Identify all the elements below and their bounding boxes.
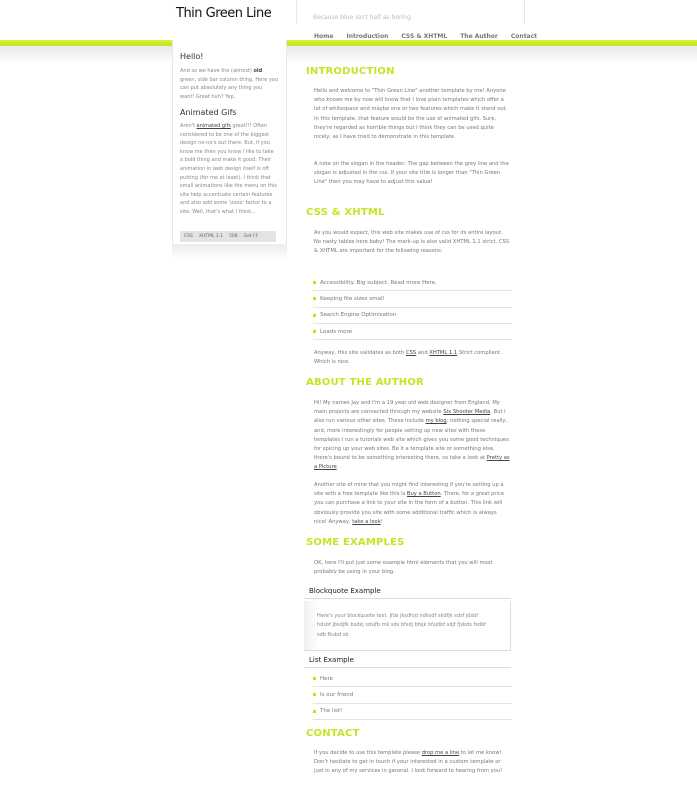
author-heading: ABOUT THE AUTHOR	[306, 377, 424, 388]
list-item: Is our friend	[313, 687, 512, 703]
sidebar-hello-title: Hello!	[180, 52, 204, 61]
nav-css-xhtml[interactable]: CSS & XHTML	[401, 33, 448, 40]
author-paragraph: Hi! My names Jay and I'm a 19 year old web designer from England. My main projects are connected through my website Six Shooter Media. But I also run various other sites. These include my blog, nothing special really, and, more interestingly for people setting up new sites with these templates I run a tutorials web site which gives you some good techniques for spicing up your web sites. Be it a template site or something else, there's bound to be something interesting there, so take a look at Pretty as a Picture.	[314, 400, 510, 471]
list-item: Accessibility. Big subject. Read more Here.	[313, 275, 512, 291]
list-item: Search Engine Optimisation	[313, 308, 512, 324]
nav-introduction[interactable]: Introduction	[346, 33, 389, 40]
header-divider	[524, 0, 525, 24]
bullet-icon	[313, 297, 316, 300]
sidebar-gifs-text: Aren't animated gifs great!!! Often considered to be one of the biggest design no-no's out there. But, if you know me then you know I like to take a bold thing and make it good. Their animation in web design itself is off putting (for me at least). I think that small animations like the menu on this site help accentuate certain features and also add some 'oooo' factor to a site. Well, that's what I think...	[180, 123, 278, 215]
site-slogan: Because blue isn't half as boring.	[313, 14, 413, 21]
buy-a-button-link[interactable]: Buy a Button	[406, 491, 441, 498]
blockquote-title: Blockquote Example	[309, 587, 381, 595]
validation-badges	[180, 231, 276, 242]
css-validate-link[interactable]: CSS	[405, 350, 417, 356]
take-a-look-link[interactable]: take a look	[352, 518, 381, 525]
css-heading: CSS & XHTML	[306, 207, 385, 218]
bullet-icon	[313, 330, 316, 333]
bullet-icon	[313, 281, 316, 284]
nav-contact[interactable]: Contact	[510, 33, 538, 40]
main-nav	[314, 33, 550, 40]
xhtml-validate-link[interactable]: XHTML 1.1	[429, 350, 458, 356]
my-blog-link[interactable]: my blog	[425, 418, 447, 425]
getff-badge[interactable]: Get FF	[243, 234, 259, 239]
slogan-note-paragraph: A note on the slogan in the header: The gap between the grey line and the slogan is adjusted in the css. If your site title is longer than "Thin Green Line" then you may have to adjust this value!	[314, 161, 509, 186]
header-shadow	[0, 46, 697, 64]
header-divider	[296, 0, 297, 24]
xhtml-badge[interactable]: XHTML 1.1	[198, 234, 224, 239]
pretty-as-picture-link[interactable]: Pretty as a Picture	[314, 455, 510, 471]
contact-paragraph: If you decide to use this template please drop me a line to let me know! Don't hesitate to get in touch if your interested in a custom template or just in any of my services in general. I look forward to hearing from you!	[314, 750, 503, 775]
intro-paragraph: Hello and welcome to "Thin Green Line" another template by me! Anyone who knows me by now will know that I love plain templates which offer a lot of whitespace and maybe one or two features which make it stand out. In this template, that feature would be the use of animated gifs. Sure, they're regarded as horrible things but I think they can be used quite nicely, as I have tried to demonstrate in this template.	[314, 88, 508, 141]
animated-gifs-link[interactable]: animated gifs	[196, 123, 231, 129]
sidebar-gifs-title: Animated Gifs	[180, 108, 237, 117]
blockquote-text: Here's your blockquote text. jfds jksdhjd ndksdf skdfjk sdsf jdsbf hdsbf jbsdjfk bsdkj sdsjfb mk sds bfsdj bfsjk bfsjdbf sdjf fjsbds fsdbf sdb fksbd sb	[317, 613, 486, 638]
examples-paragraph: OK, here I'll put just some example html elements that you will most probably be using in your blog.	[314, 560, 493, 576]
css-badge[interactable]: CSS	[184, 234, 193, 239]
nav-the-author[interactable]: The Author	[460, 33, 498, 40]
examples-heading: SOME EXAMPLES	[306, 537, 405, 548]
divider	[304, 598, 511, 599]
validation-paragraph: Anyway, this site validates as both CSS and XHTML 1.1 Strict compliant. Which is nice.	[314, 350, 502, 366]
contact-heading: CONTACT	[306, 728, 360, 739]
bullet-icon	[313, 693, 316, 696]
css-paragraph: As you would expect, this web site makes use of css for its entire layout. No nasty tables here baby! The mark-up is also valid XHTML 1.1 strict. CSS & XHTML are important for the following reasons:	[314, 230, 510, 255]
list-item: The list!	[313, 704, 512, 720]
sidebar-hello-text: And so we have the (almost) old green, side bar column thing. Here you can put absolutely any thing you want! Great huh? Yep.	[180, 68, 279, 100]
bullet-icon	[313, 314, 316, 317]
site-logo[interactable]: Thin Green Line	[176, 6, 272, 21]
508-badge[interactable]: 508	[229, 234, 238, 239]
drop-me-a-line-link[interactable]: drop me a line	[421, 750, 460, 756]
buy-button-paragraph: Another site of mine that you might find interesting if you're setting up a site with a free template like this is Buy a Button. There, for a great price you can purchase a link to your site in the form of a button. This link will obviously provide you site with some additional traffic which is always nice! Anyway, take a look!	[314, 482, 505, 525]
reasons-list	[313, 275, 512, 340]
list-example-title: List Example	[309, 656, 354, 664]
divider	[304, 667, 511, 668]
list-item: Here	[313, 671, 512, 687]
bullet-icon	[313, 710, 316, 713]
six-shooter-link[interactable]: Six Shooter Media	[443, 409, 491, 416]
bullet-icon	[313, 677, 316, 680]
example-list	[313, 671, 512, 720]
intro-heading: INTRODUCTION	[306, 66, 395, 77]
list-item: Keeping file sizes small	[313, 291, 512, 307]
nav-home[interactable]: Home	[314, 33, 334, 40]
list-item: Loads more	[313, 324, 512, 340]
sidebar-shadow	[172, 244, 287, 260]
